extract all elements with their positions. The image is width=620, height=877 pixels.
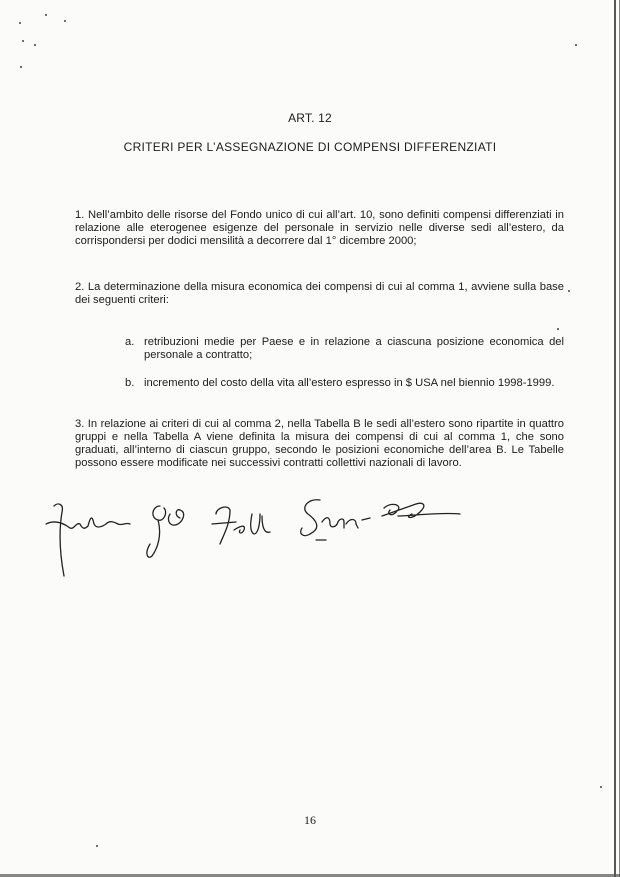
article-subtitle: CRITERI PER L’ASSEGNAZIONE DI COMPENSI DIFFERENZIATI [123, 140, 497, 154]
paragraph-3: 3. In relazione ai criteri di cui al comma 2, nella Tabella B le sedi all’estero sono ripartite in quattro gruppi e nella Tabella A viene definita la misura dei compensi di cui al comma 1, che sono graduati, all’interno di ciascun gruppo, secondo le posizioni economiche dell’area B. Le Tabelle possono essere modificate nei successivi contratti collettivi nazionali di lavoro. [75, 418, 564, 469]
scan-speck [600, 786, 602, 788]
paragraph-1: 1. Nell’ambito delle risorse del Fondo unico di cui all’art. 10, sono definiti compensi differenziati in relazione alle eterogenee esigenze del personale in servizio nelle diverse sedi all’estero, da corrispondersi per dodici mensilità a decorrere dal 1° dicembre 2000; [75, 209, 564, 247]
signature-3 [212, 507, 270, 544]
criteria-item-text: incremento del costo della vita all’estero espresso in $ USA nel biennio 1998-1999. [144, 377, 555, 389]
scan-speck [22, 40, 24, 42]
criteria-item-marker: b. [125, 377, 135, 389]
scan-edge-right [614, 0, 616, 877]
scan-speck [19, 22, 21, 24]
scan-speck [64, 20, 66, 22]
paragraph-2: 2. La determinazione della misura economica dei compensi di cui al comma 1, avviene sulla base dei seguenti criteri: [75, 281, 564, 306]
scan-speck [34, 44, 36, 46]
signature-1 [46, 504, 130, 576]
scan-speck [20, 66, 22, 68]
scan-speck [568, 290, 570, 292]
signature-5 [382, 503, 460, 517]
page-number: 16 [304, 813, 316, 827]
scan-speck [45, 14, 47, 16]
handwritten-signatures [40, 484, 480, 584]
signature-2 [147, 506, 184, 557]
criteria-item-marker: a. [125, 336, 135, 348]
signature-4 [301, 500, 370, 540]
criteria-item-text: retribuzioni medie per Paese e in relazione a ciascuna posizione economica del personale a contratto; [144, 336, 564, 361]
article-title: ART. 12 [288, 111, 332, 125]
criteria-item-b [125, 377, 564, 390]
scan-speck [575, 44, 577, 46]
scan-speck [557, 328, 559, 330]
criteria-item-a [125, 336, 564, 362]
scan-speck [96, 845, 98, 847]
